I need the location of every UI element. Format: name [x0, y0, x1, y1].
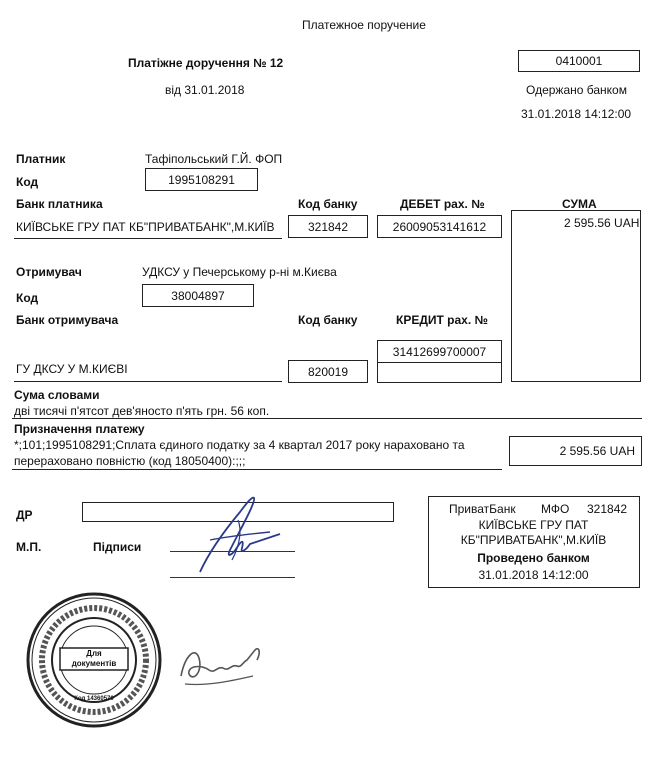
signature-2-image	[175, 636, 270, 700]
stamp-status: Проведено банком	[477, 551, 590, 565]
order-title: Платіжне доручення № 12	[128, 56, 284, 70]
stamp-branch-1: КИЇВСЬКЕ ГРУ ПАТ	[478, 518, 589, 532]
recipient-bank-label: Банк отримувача	[16, 313, 119, 327]
payer-bank-code-box: 321842	[288, 215, 368, 238]
credit-label: КРЕДИТ рах. №	[396, 313, 488, 327]
recipient-bank-code-label: Код банку	[298, 313, 358, 327]
debit-label: ДЕБЕТ рах. №	[400, 197, 485, 211]
payer-bank-name: КИЇВСЬКЕ ГРУ ПАТ КБ"ПРИВАТБАНК",М.КИЇВ	[16, 220, 275, 234]
received-datetime: 31.01.2018 14:12:00	[521, 107, 632, 121]
order-date: від 31.01.2018	[165, 83, 245, 97]
stamp-mfo-label: МФО	[541, 502, 570, 516]
dr-label: ДР	[16, 508, 33, 522]
recipient-name: УДКСУ у Печерському р-ні м.Києва	[142, 265, 337, 279]
seal-center-1: Для	[86, 649, 102, 658]
purpose-label: Призначення платежу	[14, 422, 145, 436]
recipient-bank-code-box: 820019	[288, 360, 368, 383]
payer-bank-underline	[14, 238, 282, 239]
amount-words-label: Сума словами	[14, 388, 100, 402]
amount-words-text: дві тисячі п'ятсот дев'яносто п'ять грн. 56 коп.	[14, 404, 270, 418]
amount-words-divider	[12, 418, 642, 419]
signatures-label: Підписи	[93, 540, 142, 554]
purpose-amount-box: 2 595.56 UAH	[509, 436, 642, 466]
recipient-code-box: 38004897	[142, 284, 254, 307]
payer-code-box: 1995108291	[145, 168, 258, 191]
form-title: Платежное поручение	[302, 18, 426, 32]
bank-stamp	[428, 496, 640, 588]
form-code-box: 0410001	[518, 50, 640, 72]
received-label: Одержано банком	[526, 83, 627, 97]
mp-label: М.П.	[16, 540, 42, 554]
payer-name: Тафіпольський Г.Й. ФОП	[145, 152, 283, 166]
purpose-line-1: *;101;1995108291;Сплата єдиного податку за 4 квартал 2017 року нараховано та	[14, 438, 465, 452]
payer-bank-label: Банк платника	[16, 197, 103, 211]
payer-label: Платник	[16, 152, 66, 166]
recipient-bank-name: ГУ ДКСУ У М.КИЄВІ	[16, 362, 128, 376]
recipient-label: Отримувач	[16, 265, 82, 279]
seal-center-2: документів	[71, 659, 117, 668]
credit-account-box: 31412699700007	[377, 340, 502, 363]
sum-label: СУМА	[562, 197, 597, 211]
sum-box	[511, 210, 641, 382]
round-seal	[24, 590, 164, 730]
payer-code-label: Код	[16, 175, 39, 189]
stamp-bank: ПриватБанк	[449, 502, 516, 516]
purpose-line-2: перераховано повністю (код 18050400):;;;	[14, 454, 246, 468]
stamp-branch-2: КБ"ПРИВАТБАНК",М.КИЇВ	[460, 533, 607, 547]
stamp-datetime: 31.01.2018 14:12:00	[478, 568, 589, 582]
credit-empty-box	[377, 362, 502, 383]
signature-1-image	[180, 490, 290, 580]
payer-bank-code-label: Код банку	[298, 197, 358, 211]
seal-code: Код 14360570	[74, 696, 114, 702]
debit-account-box: 26009053141612	[377, 215, 502, 238]
recipient-bank-underline	[14, 381, 282, 382]
sum-amount: 2 595.56 UAH	[564, 216, 640, 230]
stamp-mfo: 321842	[587, 502, 628, 516]
purpose-underline	[12, 469, 502, 470]
recipient-code-label: Код	[16, 291, 39, 305]
